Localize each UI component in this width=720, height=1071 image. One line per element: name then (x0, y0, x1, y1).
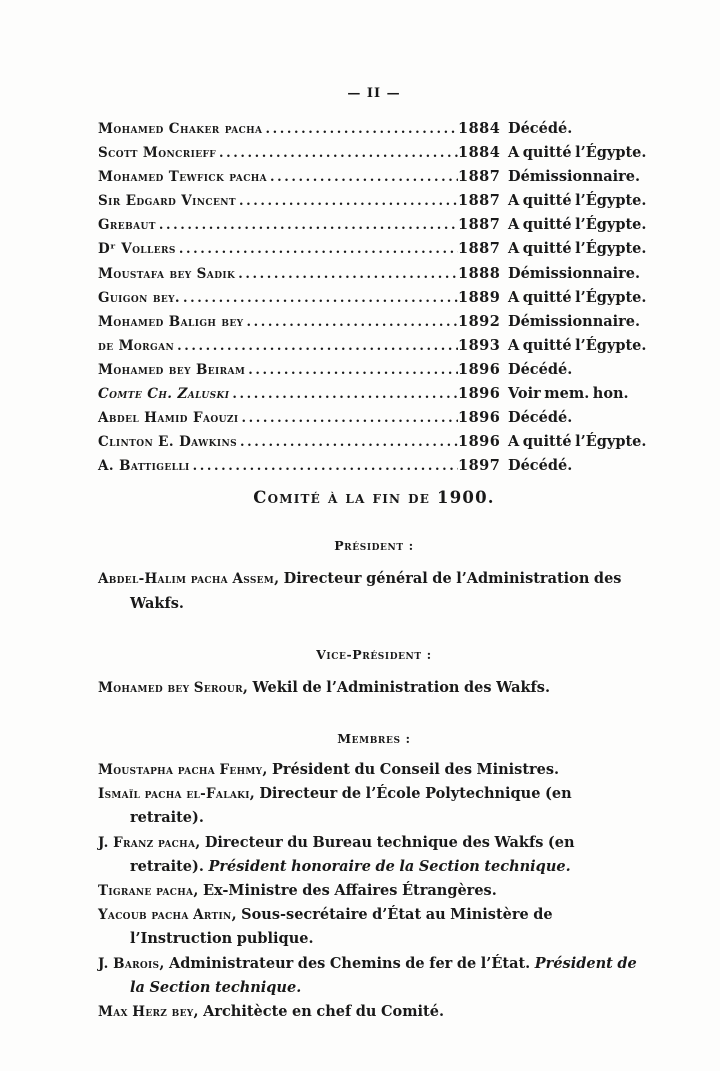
dot-leader (176, 242, 458, 257)
former-members-table (98, 120, 650, 481)
table-row (98, 457, 650, 481)
member-role-italic: Président de la Section technique. (130, 954, 637, 996)
table-row (98, 216, 650, 240)
member-name: Clinton E. Dawkins (98, 434, 237, 451)
member-name: de Morgan (98, 337, 175, 354)
status-text: A quitté l’Égypte. (508, 192, 647, 210)
dot-leader (244, 315, 458, 330)
section-membres (98, 731, 650, 1024)
year-value: 1887 (458, 192, 501, 210)
member-title-text: , Architècte en chef du Comité. (193, 1003, 445, 1021)
table-row (98, 265, 650, 289)
dot-leader (245, 363, 458, 378)
committee-heading: Comité à la fin de 1900. (253, 488, 495, 508)
year-value: 1884 (458, 120, 501, 137)
member-name: Comte Ch. Zaluski (98, 386, 230, 403)
member-name: Sir Edgard Vincent (98, 193, 236, 210)
member-name: Moustafa bey Sadik (98, 265, 236, 282)
table-row (98, 361, 650, 385)
status-text: A quitté l’Égypte. (508, 144, 647, 162)
member-name: Grebaut (98, 217, 156, 234)
dot-leader (262, 122, 458, 137)
member-entry (98, 676, 650, 700)
dot-leader (156, 218, 458, 233)
section-entries (98, 567, 650, 615)
status-text: Voir mem. hon. (508, 385, 629, 403)
member-entry (98, 567, 650, 615)
status-text: A quitté l’Égypte. (508, 433, 647, 451)
member-title-text: , Ex-Ministre des Affaires Étrangères. (193, 882, 497, 900)
year-value: 1888 (458, 264, 501, 282)
year-value: 1897 (458, 457, 501, 475)
section-president (98, 538, 650, 615)
table-row (98, 385, 650, 409)
status-text: Démissionnaire. (508, 312, 641, 330)
member-name: Mohamed bey Beiram (98, 361, 246, 378)
table-row (98, 433, 650, 457)
member-title-text: , Directeur de l’École Polytechnique (en retraite). (130, 785, 572, 827)
year-value: 1893 (458, 336, 501, 354)
table-row (98, 313, 650, 337)
status-text: Décédé. (508, 120, 573, 137)
member-entry (98, 1000, 650, 1024)
year-value: 1889 (458, 288, 501, 306)
section-entries (98, 758, 650, 1024)
member-title-text: , Président du Conseil des Ministres. (262, 761, 560, 779)
member-name: Mohamed Tewfick pacha (98, 169, 268, 186)
section-vice-president (98, 647, 650, 700)
dot-leader (229, 387, 458, 402)
member-name: Abdel-Halim pacha Assem (98, 571, 275, 588)
table-row (98, 409, 650, 433)
status-text: Décédé. (508, 409, 573, 427)
member-name: Scott Moncrieff (98, 145, 217, 162)
member-entry (98, 831, 650, 879)
section-heading: Président : (334, 538, 414, 554)
member-name: J. Barois (98, 955, 160, 972)
year-value: 1887 (458, 240, 501, 258)
dot-leader (237, 435, 458, 450)
member-entry (98, 879, 650, 903)
page-number: — II — (347, 86, 401, 101)
member-name: Yacoub pacha Artin (98, 907, 232, 924)
member-name: Dʳ Vollers (98, 241, 176, 258)
member-name: Guigon bey. (98, 289, 181, 306)
table-row (98, 168, 650, 192)
member-title-text: , Directeur général de l’Administration des Wakfs. (130, 570, 622, 612)
table-row (98, 337, 650, 361)
status-text: Décédé. (508, 457, 573, 475)
member-title-text: , Sous-secrétaire d’État au Ministère de l’Instruction publique. (130, 906, 553, 948)
status-text: A quitté l’Égypte. (508, 336, 647, 354)
member-name: Mohamed Chaker pacha (98, 121, 263, 137)
member-name: Tigrane pacha (98, 883, 194, 900)
section-heading: Membres : (337, 731, 411, 747)
status-text: Démissionnaire. (508, 264, 641, 282)
member-title-text: , Directeur du Bureau technique des Wakfs (en retraite). (130, 833, 575, 875)
dot-leader (238, 411, 458, 426)
table-row (98, 240, 650, 264)
year-value: 1896 (458, 385, 501, 403)
status-text: Démissionnaire. (508, 168, 641, 186)
member-entry (98, 952, 650, 1000)
member-title-text: , Administrateur des Chemins de fer de l’État. (159, 954, 535, 972)
member-name: A. Battigelli (98, 458, 190, 475)
dot-leader (267, 170, 458, 185)
section-entries (98, 676, 650, 700)
year-value: 1887 (458, 216, 501, 234)
status-text: Décédé. (508, 360, 573, 378)
year-value: 1896 (458, 360, 501, 378)
member-name: J. Franz pacha (98, 834, 196, 851)
member-role-italic: Président honoraire de la Section technique. (208, 857, 571, 875)
dot-leader (235, 267, 458, 282)
dot-leader (180, 291, 458, 306)
table-row (98, 289, 650, 313)
year-value: 1892 (458, 312, 501, 330)
committee-sections (98, 538, 650, 1024)
table-row (98, 144, 650, 168)
dot-leader (216, 146, 458, 161)
member-name: Mohamed Baligh bey (98, 313, 244, 330)
status-text: A quitté l’Égypte. (508, 216, 647, 234)
status-text: A quitté l’Égypte. (508, 288, 647, 306)
member-name: Moustapha pacha Fehmy (98, 762, 263, 779)
member-entry (98, 758, 650, 782)
member-name: Ismaïl pacha el-Falaki (98, 786, 250, 803)
year-value: 1887 (458, 168, 501, 186)
table-row (98, 120, 650, 144)
member-name: Max Herz bey (98, 1004, 194, 1021)
year-value: 1896 (458, 433, 501, 451)
year-value: 1896 (458, 409, 501, 427)
member-title-text: , Wekil de l’Administration des Wakfs. (242, 678, 551, 696)
year-value: 1884 (458, 144, 501, 162)
section-heading: Vice-Président : (316, 646, 432, 662)
dot-leader (190, 459, 458, 474)
dot-leader (236, 194, 458, 209)
member-name: Mohamed bey Serour (98, 679, 243, 696)
member-entry (98, 903, 650, 951)
dot-leader (174, 339, 458, 354)
table-row (98, 192, 650, 216)
member-entry (98, 782, 650, 830)
member-name: Abdel Hamid Faouzi (98, 410, 239, 427)
status-text: A quitté l’Égypte. (508, 240, 647, 258)
